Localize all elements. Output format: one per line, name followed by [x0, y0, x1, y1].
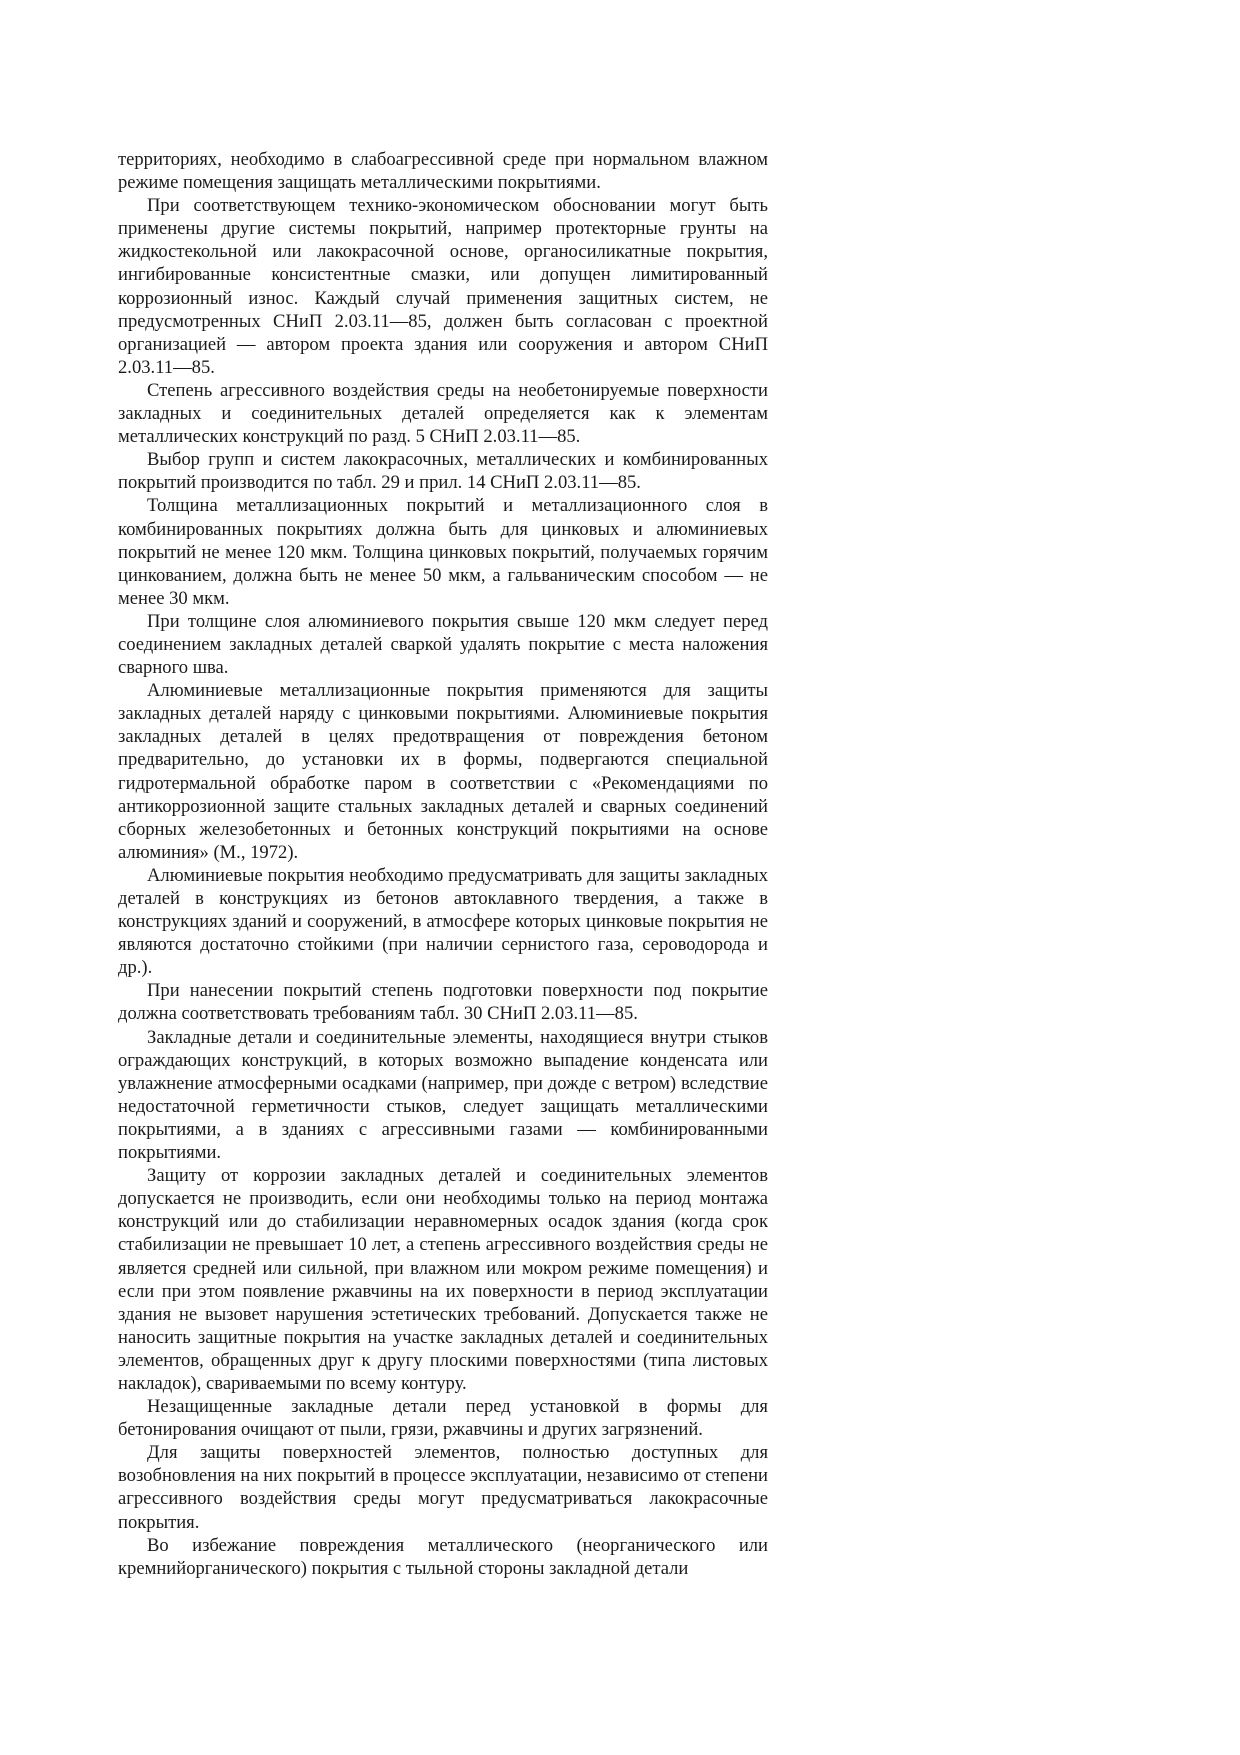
paragraph-9: При нанесении покрытий степень подготовки поверхности под покрытие должна соответствовать требованиям табл. 30 СНиП 2.03.11—85. — [118, 980, 768, 1025]
paragraph-2: При соответствующем технико-экономическом обосновании могут быть применены другие системы покрытий, например протекторные грунты на жидкостекольной или лакокрасочной основе, органосиликатные покрытия, ингибированные консистентные смазки, или допущен лимитированный коррозионный износ. Каждый случай применения защитных систем, не предусмотренных СНиП 2.03.11—85, должен быть согласован с проектной организацией — автором проекта здания или сооружения и автором СНиП 2.03.11—85. — [118, 195, 768, 378]
paragraph-6: При толщине слоя алюминиевого покрытия свыше 120 мкм следует перед соединением закладных деталей сваркой удалять покрытие с места наложения сварного шва. — [118, 610, 768, 679]
paragraph-7: Алюминиевые металлизационные покрытия применяются для защиты закладных деталей наряду с цинковыми покрытиями. Алюминиевые покрытия закладных деталей в целях предотвращения от повреждения бетоном предварительно, до установки их в формы, подвергаются специальной гидротермальной обработке паром в соответствии с «Рекомендациями по антикоррозионной защите стальных закладных деталей и сварных соединений сборных железобетонных и бетонных конструкций покрытиями на основе алюминия» (М., 1972). — [118, 680, 768, 863]
document-page — [118, 148, 768, 1580]
paragraph-14: Во избежание повреждения металлического (неорганического или кремнийорганического) покрытия с тыльной стороны закладной детали — [118, 1534, 768, 1579]
paragraph-10: Закладные детали и соединительные элементы, находящиеся внутри стыков ограждающих конструкций, в которых возможно выпадение конденсата или увлажнение атмосферными осадками (например, при дожде с ветром) вследствие недостаточной герметичности стыков, следует защищать металлическими покрытиями, а в зданиях с агрессивными газами — комбинированными покрытиями. — [118, 1026, 768, 1164]
paragraph-4: Выбор групп и систем лакокрасочных, металлических и комбинированных покрытий производится по табл. 29 и прил. 14 СНиП 2.03.11—85. — [118, 449, 768, 494]
paragraph-3: Степень агрессивного воздействия среды на необетонируемые поверхности закладных и соединительных деталей определяется как к элементам металлических конструкций по разд. 5 СНиП 2.03.11—85. — [118, 379, 768, 448]
paragraph-13: Для защиты поверхностей элементов, полностью доступных для возобновления на них покрытий в процессе эксплуатации, независимо от степени агрессивного воздействия среды могут предусматриваться лакокрасочные покрытия. — [118, 1442, 768, 1533]
paragraph-12: Незащищенные закладные детали перед установкой в формы для бетонирования очищают от пыли, грязи, ржавчины и других загрязнений. — [118, 1396, 768, 1441]
paragraph-11: Защиту от коррозии закладных деталей и соединительных элементов допускается не производить, если они необходимы только на период монтажа конструкций или до стабилизации неравномерных осадок здания (когда срок стабилизации не превышает 10 лет, а степень агрессивного воздействия среды не является средней или сильной, при влажном или мокром режиме помещения) и если при этом появление ржавчины на их поверхности в период эксплуатации здания не вызовет нарушения эстетических требований. Допускается также не наносить защитные покрытия на участке закладных деталей и соединительных элементов, обращенных друг к другу плоскими поверхностями (типа листовых накладок), свариваемыми по всему контуру. — [118, 1165, 768, 1394]
paragraph-1: территориях, необходимо в слабоагрессивной среде при нормальном влажном режиме помещения защищать металлическими покрытиями. — [118, 149, 768, 194]
paragraph-5: Толщина металлизационных покрытий и металлизационного слоя в комбинированных покрытиях должна быть для цинковых и алюминиевых покрытий не менее 120 мкм. Толщина цинковых покрытий, получаемых горячим цинкованием, должна быть не менее 50 мкм, а гальваническим способом — не менее 30 мкм. — [118, 495, 768, 609]
paragraph-8: Алюминиевые покрытия необходимо предусматривать для защиты закладных деталей в конструкциях из бетонов автоклавного твердения, а также в конструкциях зданий и сооружений, в атмосфере которых цинковые покрытия не являются достаточно стойкими (при наличии сернистого газа, сероводорода и др.). — [118, 864, 768, 979]
